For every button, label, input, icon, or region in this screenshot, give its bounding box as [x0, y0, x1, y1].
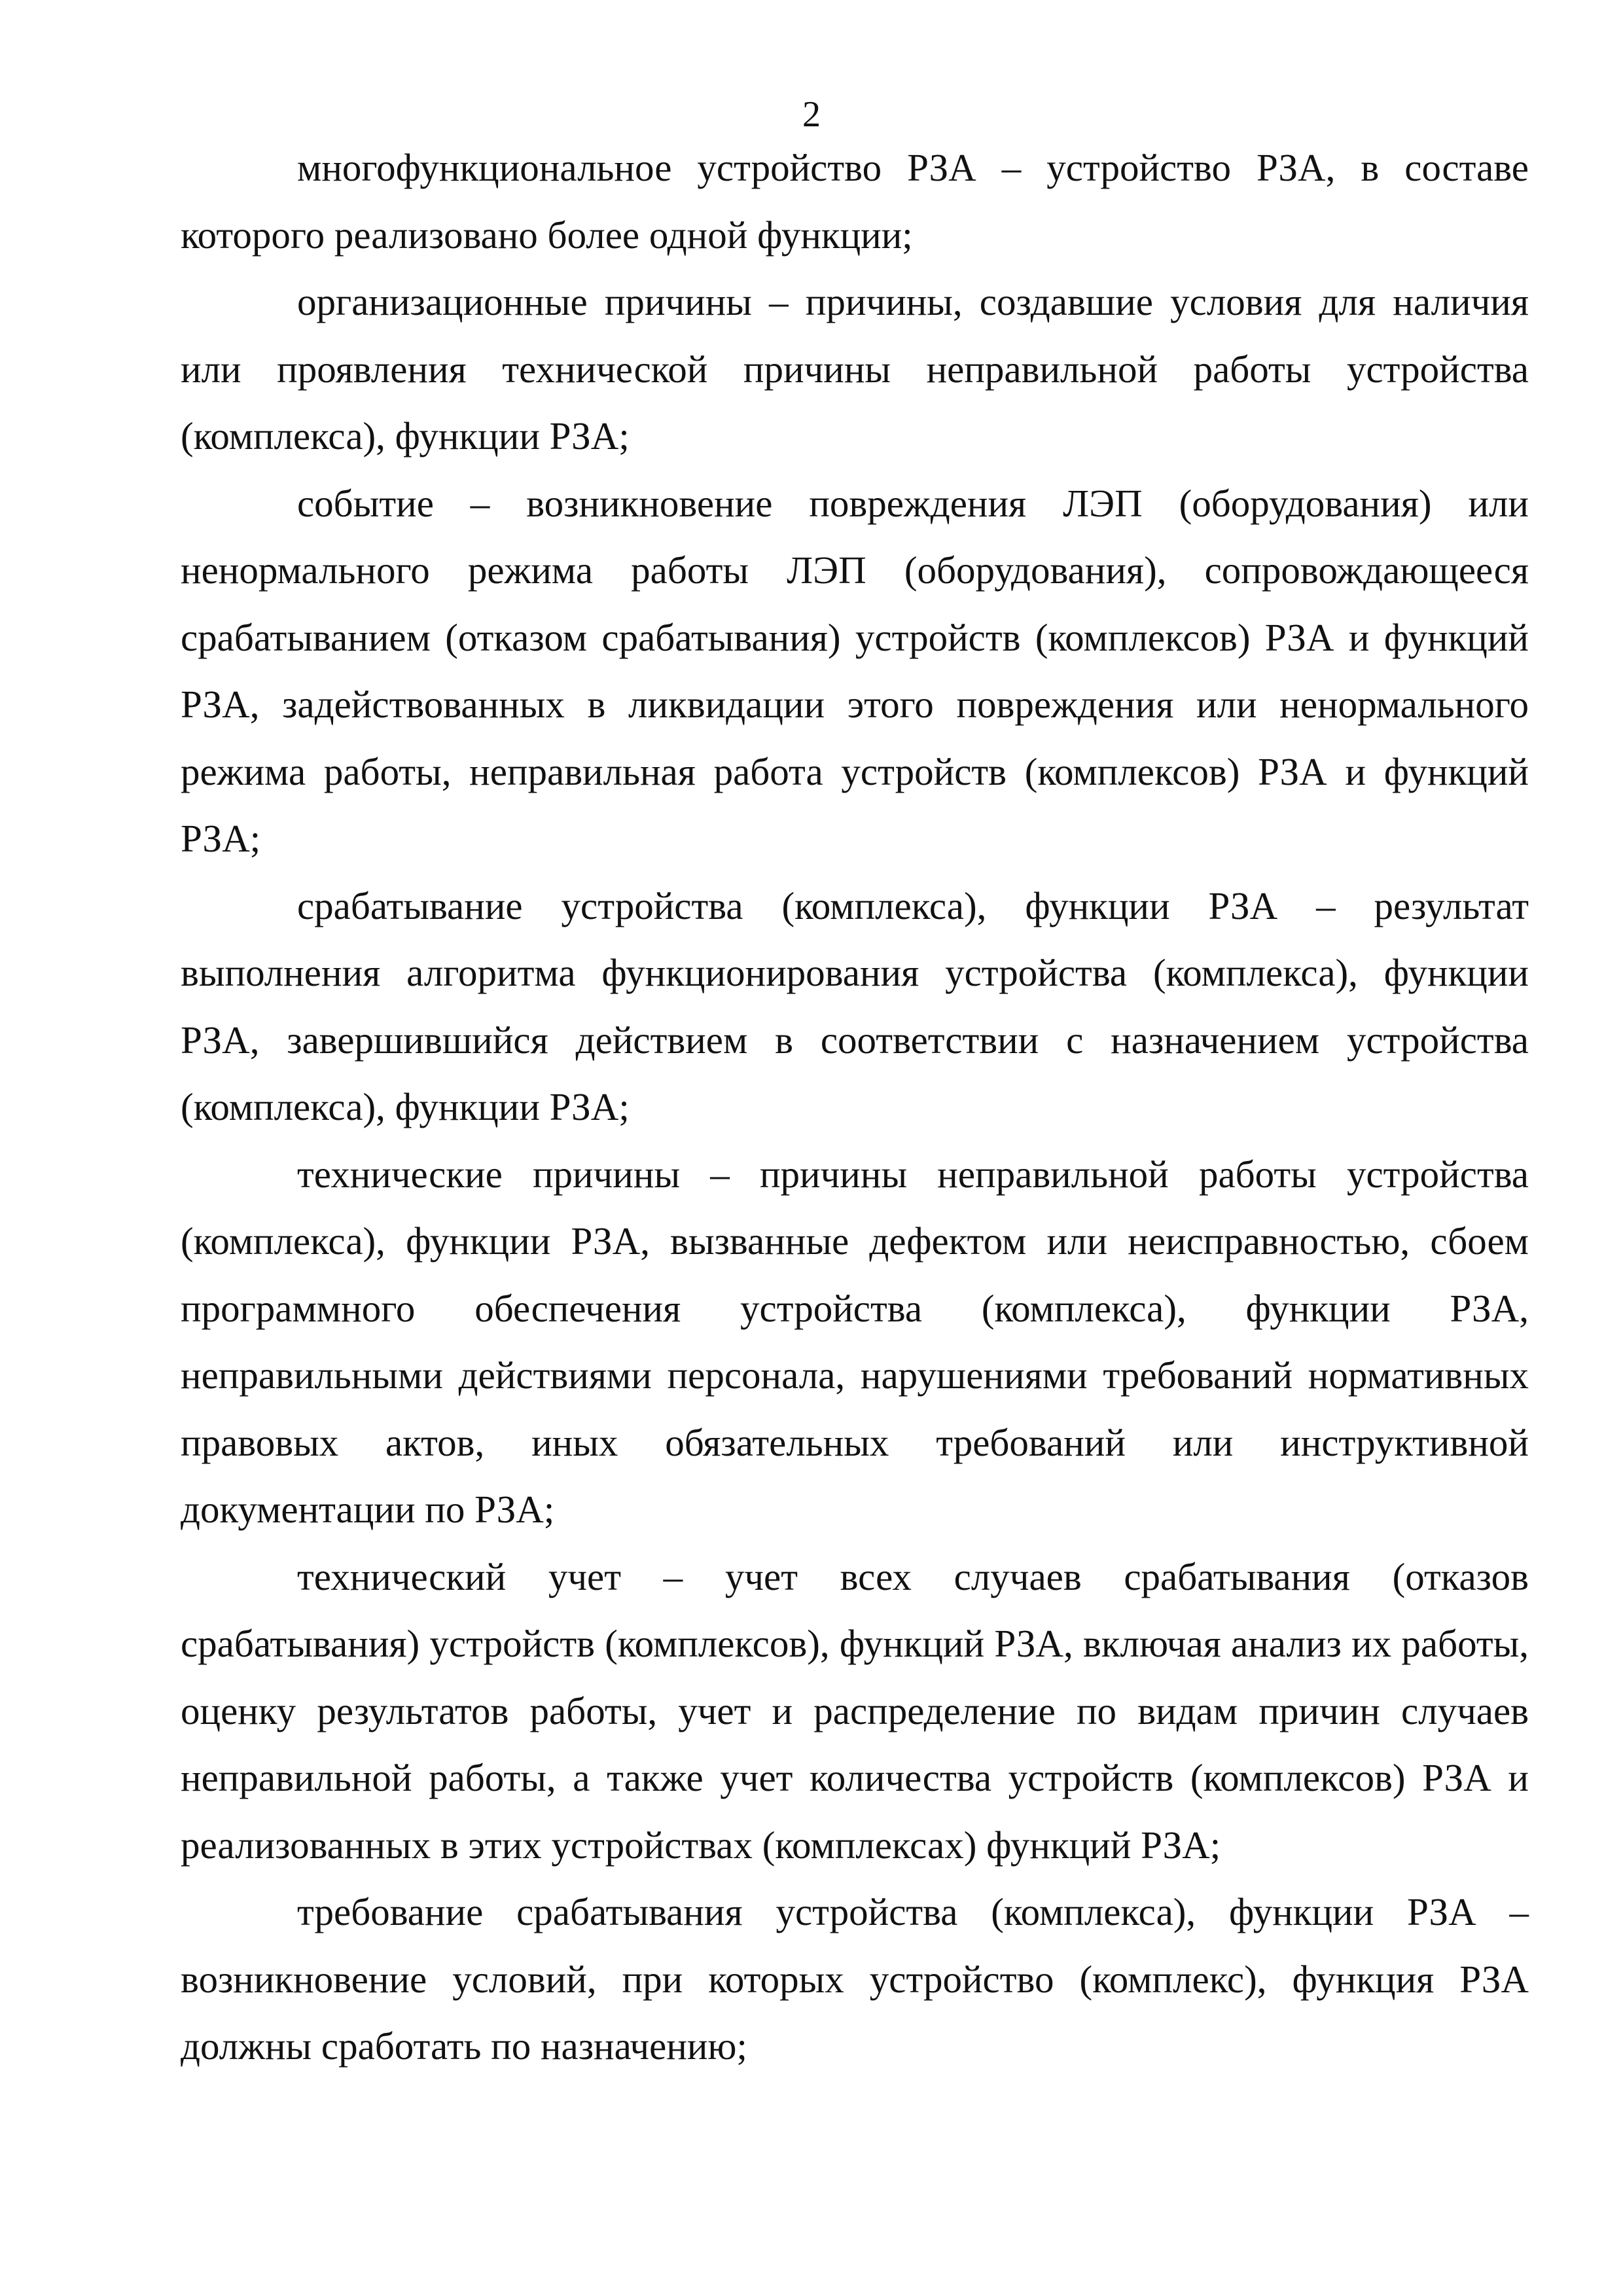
definition-paragraph: многофункциональное устройство РЗА – устройство РЗА, в составе которого реализовано более одной функции;: [181, 146, 1529, 257]
page-number: 2: [802, 94, 821, 135]
definition-paragraph: событие – возникновение повреждения ЛЭП (оборудования) или ненормального режима работы ЛЭП (оборудования), сопровождающееся срабатыванием (отказом срабатывания) устройств (комплексов) РЗА и функций РЗА, задействованных в ликвидации этого повреждения или ненормального режима работы, неправильная работа устройств (комплексов) РЗА и функций РЗА;: [181, 481, 1529, 860]
definition-paragraph: организационные причины – причины, создавшие условия для наличия или проявления технической причины неправильной работы устройства (комплекса), функции РЗА;: [181, 280, 1529, 457]
definition-paragraph: требование срабатывания устройства (комплекса), функции РЗА – возникновение условий, при которых устройство (комплекс), функция РЗА должны сработать по назначению;: [181, 1890, 1529, 2068]
definition-paragraph: срабатывание устройства (комплекса), функции РЗА – результат выполнения алгоритма функционирования устройства (комплекса), функции РЗА, завершившийся действием в соответствии с назначением устройства (комплекса), функции РЗА;: [181, 884, 1529, 1128]
definition-paragraph: технический учет – учет всех случаев срабатывания (отказов срабатывания) устройств (комплексов), функций РЗА, включая анализ их работы, оценку результатов работы, учет и распределение по видам причин случаев неправильной работы, а также учет количества устройств (комплексов) РЗА и реализованных в этих устройствах (комплексах) функций РЗА;: [181, 1554, 1529, 1867]
document-body: [181, 134, 1529, 2080]
definition-paragraph: технические причины – причины неправильной работы устройства (комплекса), функции РЗА, вызванные дефектом или неисправностью, сбоем программного обеспечения устройства (комплекса), функции РЗА, неправильными действиями персонала, нарушениями требований нормативных правовых актов, иных обязательных требований или инструктивной документации по РЗА;: [181, 1152, 1529, 1531]
